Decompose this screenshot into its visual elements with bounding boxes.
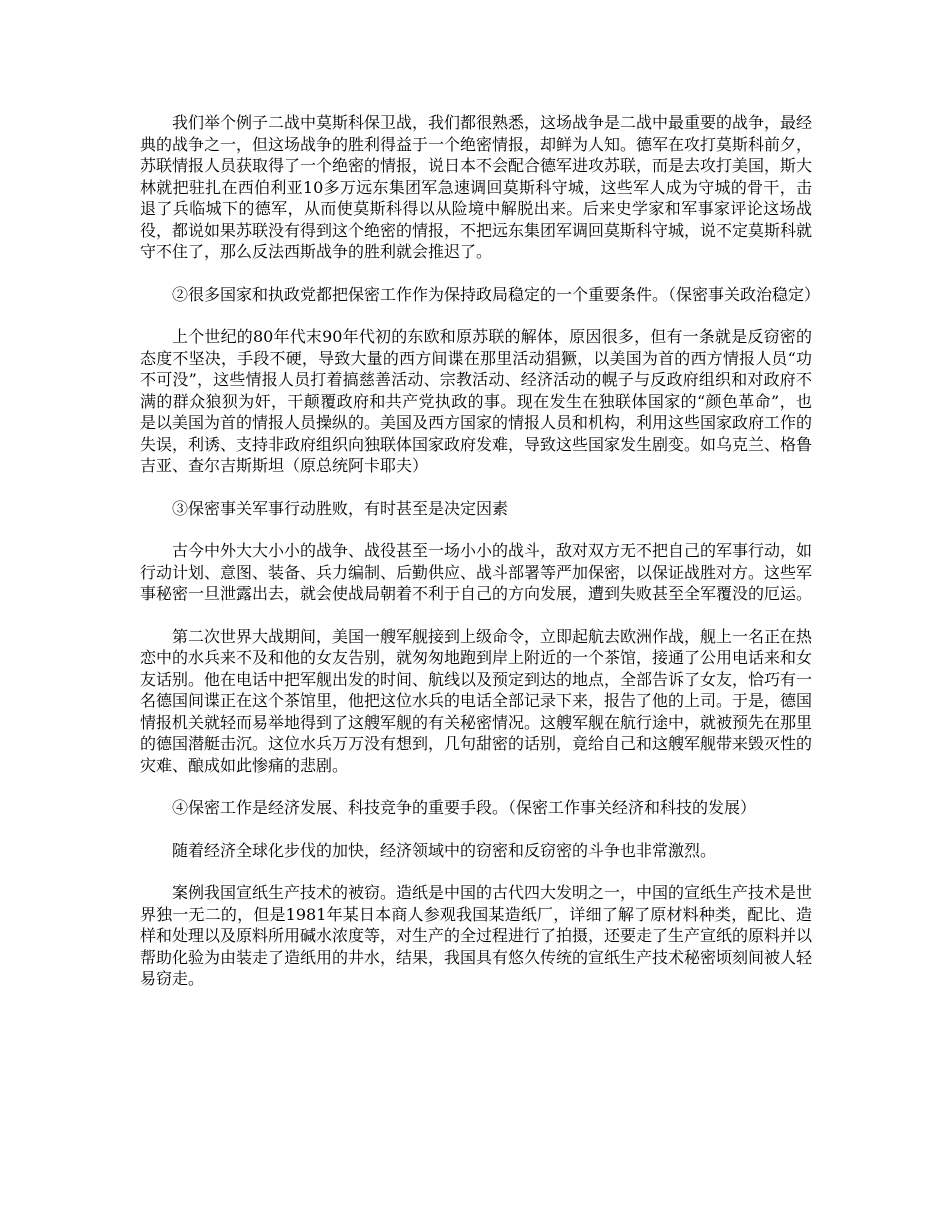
paragraph-military-heading: ③保密事关军事行动胜败，有时甚至是决定因素 bbox=[172, 498, 509, 518]
paragraph-economic-heading: ④保密工作是经济发展、科技竞争的重要手段。（保密工作事关经济和科技的发展） bbox=[172, 798, 757, 817]
paragraph-globalization: 随着经济全球化步伐的加快，经济领域中的窃密和反窃密的斗争也非常激烈。 bbox=[172, 840, 717, 860]
paragraph-moscow-battle: 我们举个例子二战中莫斯科保卫战，我们都很熟悉，这场战争是二战中最重要的战争，最经典的战争之一，但这场战争的胜利得益于一个绝密情报，却鲜为人知。德军在攻打莫斯科前夕，苏联情报人员获取得了一个绝密的情报，说日本不会配合德军进攻苏联，而是去攻打美国，斯大林就把驻扎在西伯利亚10多万远东集团军急速调回莫斯科守城，这些军人成为守城的骨干，击退了兵临城下的德军，从而使莫斯科得以从险境中解脱出来。后来史学家和军事家评论这场战役，都说如果苏联没有得到这个绝密的情报，不把远东集团军调回莫斯科守城，说不定莫斯科就守不住了，那么反法西斯战争的胜利就会推迟了。 bbox=[140, 113, 813, 261]
paragraph-soviet-collapse: 上个世纪的80年代末90年代初的东欧和原苏联的解体，原因很多，但有一条就是反窃密的态度不坚决，手段不硬，导致大量的西方间谍在那里活动猖獗，以美国为首的西方情报人员“功不可没”，这些情报人员打着搞慈善活动、宗教活动、经济活动的幌子与反政府组织和对政府不满的群众狼狈为奸，干颠覆政府和共产党执政的事。现在发生在独联体国家的“颜色革命”，也是以美国为首的情报人员操纵的。美国及西方国家的情报人员和机构，利用这些国家政府工作的失误，利诱、支持非政府组织向独联体国家政府发难，导致这些国家发生剧变。如乌克兰、格鲁吉亚、查尔吉斯斯坦（原总统阿卡耶夫） bbox=[140, 327, 813, 475]
paragraph-xuan-paper-case: 案例我国宣纸生产技术的被窃。造纸是中国的古代四大发明之一，中国的宣纸生产技术是世界独一无二的，但是1981年某日本商人参观我国某造纸厂，详细了解了原材料种类，配比、造样和处理以及原料所用碱水浓度等，对生产的全过程进行了拍摄，还要走了生产宣纸的原料并以帮助化验为由装走了造纸用的井水，结果，我国具有悠久传统的宣纸生产技术秘密顷刻间被人轻易窃走。 bbox=[140, 883, 813, 988]
paragraph-military-secrets: 古今中外大大小小的战争、战役甚至一场小小的战斗，敌对双方无不把自己的军事行动，如行动计划、意图、装备、兵力编制、后勤供应、战斗部署等严加保密，以保证战胜对方。这些军事秘密一旦泄露出去，就会使战局朝着不利于自己的方向发展，遭到失败甚至全军覆没的厄运。 bbox=[140, 541, 813, 603]
paragraph-political-stability: ②很多国家和执政党都把保密工作作为保持政局稳定的一个重要条件。（保密事关政治稳定） bbox=[172, 284, 821, 304]
document-body bbox=[140, 112, 821, 1011]
paragraph-wwii-sailor-story: 第二次世界大战期间，美国一艘军舰接到上级命令，立即起航去欧洲作战，舰上一名正在热恋中的水兵来不及和他的女友告别，就匆匆地跑到岸上附近的一个茶馆，接通了公用电话来和女友话别。他在电话中把军舰出发的时间、航线以及预定到达的地点，全部告诉了女友，恰巧有一名德国间谍正在这个茶馆里，他把这位水兵的电话全部记录下来，报告了他的上司。于是，德国情报机关就轻而易举地得到了这艘军舰的有关秘密情况。这艘军舰在航行途中，就被预先在那里的德国潜艇击沉。这位水兵万万没有想到，几句甜密的话别，竟给自己和这艘军舰带来毁灭性的灾难、酿成如此惨痛的悲剧。 bbox=[140, 626, 813, 775]
